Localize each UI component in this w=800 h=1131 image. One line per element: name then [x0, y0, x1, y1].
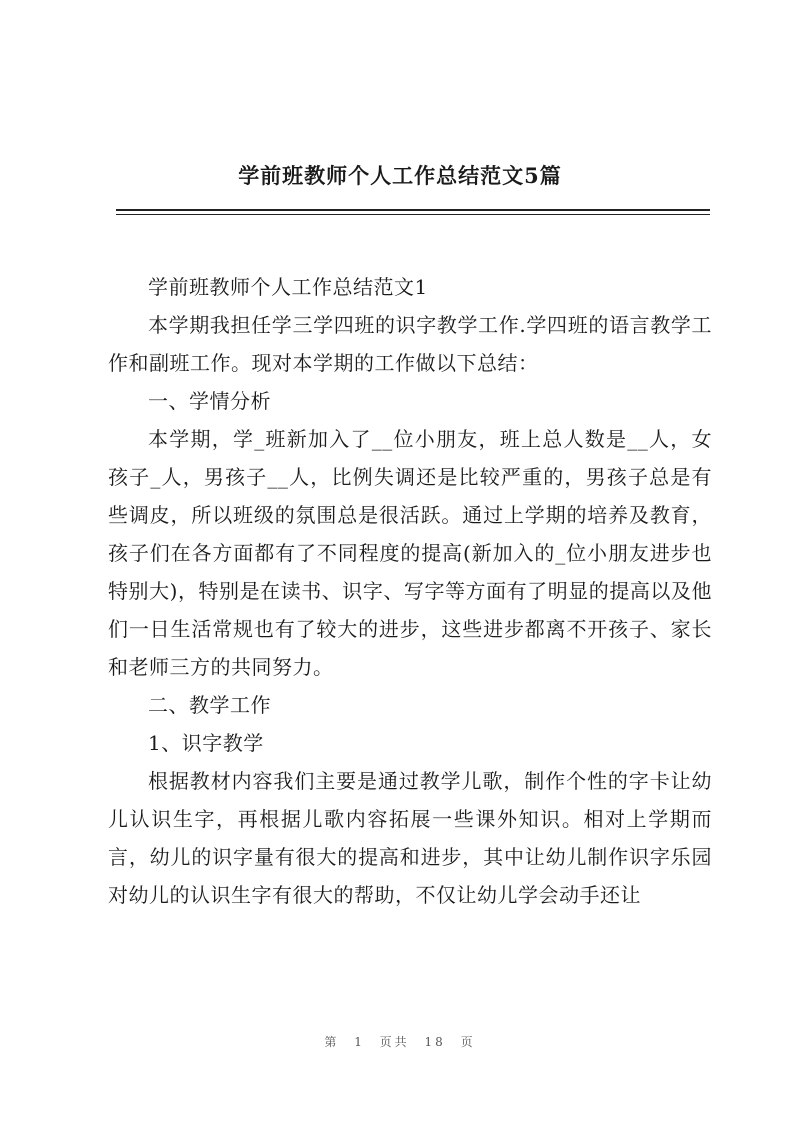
footer-label-page: 第	[324, 1035, 340, 1049]
footer-current-page: 1	[354, 1035, 365, 1049]
heading-section-2: 二、教学工作	[148, 693, 271, 717]
heading-section-1: 一、学情分析	[148, 389, 271, 413]
heading-subsection-1: 1、识字教学	[148, 731, 264, 755]
footer-label-of: 页共	[379, 1035, 410, 1049]
document-body	[108, 268, 712, 914]
paragraph-subtitle: 学前班教师个人工作总结范文1	[148, 275, 428, 299]
footer-total-pages: 18	[424, 1035, 446, 1049]
document-title: 学前班教师个人工作总结范文5篇	[238, 163, 562, 188]
title-rule-thick	[116, 209, 710, 211]
title-rule-thin	[116, 214, 710, 215]
paragraph-intro: 本学期我担任学三学四班的识字教学工作.学四班的语言教学工作和副班工作。现对本学期的工作做以下总结：	[108, 313, 712, 375]
footer-label-pages: 页	[460, 1035, 476, 1049]
paragraph-literacy: 根据教材内容我们主要是通过教学儿歌，制作个性的字卡让幼儿认识生字，再根据儿歌内容拓展一些课外知识。相对上学期而言，幼儿的识字量有很大的提高和进步，其中让幼儿制作识字乐园对幼儿的认识生字有很大的帮助，不仅让幼儿学会动手还让	[108, 769, 712, 907]
page-footer	[0, 1033, 800, 1050]
paragraph-situation: 本学期，学_班新加入了__位小朋友，班上总人数是__人，女孩子_人，男孩子__人，比例失调还是比较严重的，男孩子总是有些调皮，所以班级的氛围总是很活跃。通过上学期的培养及教育，孩子们在各方面都有了不同程度的提高(新加入的_位小朋友进步也特别大)，特别是在读书、识字、写字等方面有了明显的提高以及他们一日生活常规也有了较大的进步，这些进步都离不开孩子、家长和老师三方的共同努力。	[108, 427, 712, 679]
